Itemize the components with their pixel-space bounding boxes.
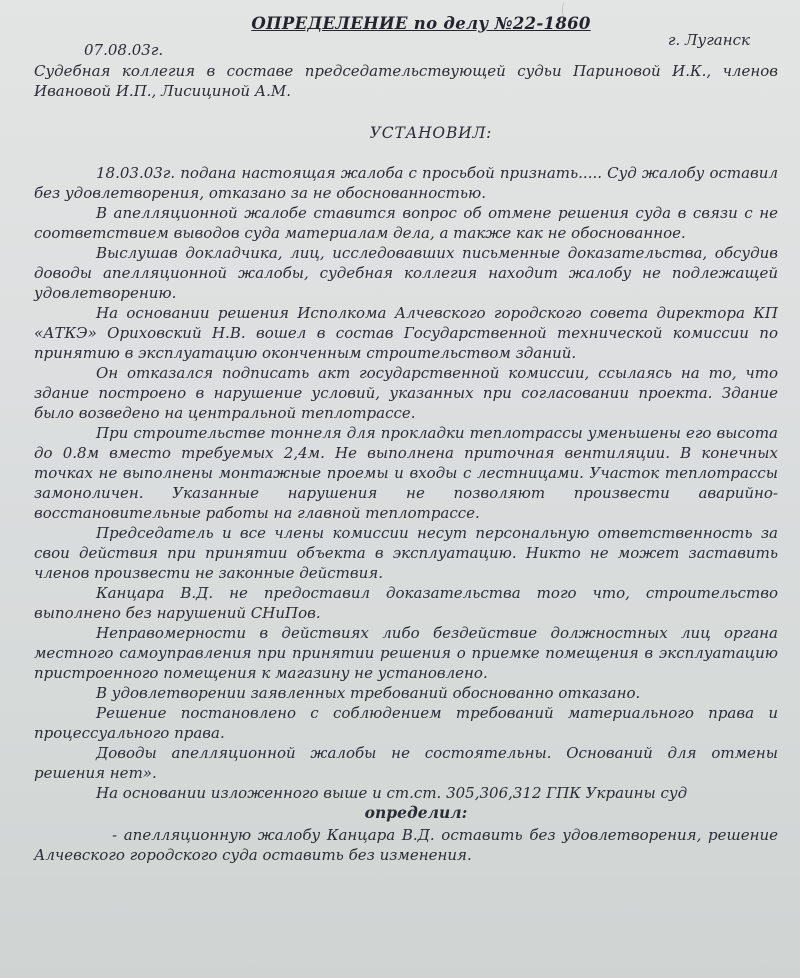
document-date: 07.08.03г.	[84, 41, 164, 59]
paragraph-10: В удовлетворении заявленных требований обоснованно отказано.	[96, 684, 641, 702]
document-body	[34, 61, 778, 865]
paragraph-1: 18.03.03г. подана настоящая жалоба с просьбой признать..... Суд жалобу оставил без удовлетворения, отказано за не обоснованностью.	[34, 164, 778, 202]
paragraph-11: Решение постановлено с соблюдением требований материального права и процессуального права.	[34, 704, 778, 742]
paragraph-13: На основании изложенного выше и ст.ст. 305,306,312 ГПК Украины суд	[96, 784, 688, 802]
section-heading: УСТАНОВИЛ:	[369, 124, 493, 142]
decision-label: определил:	[364, 803, 468, 822]
decision-paragraph: - апелляционную жалобу Канцара В.Д. оставить без удовлетворения, решение Алчевского городского суда оставить без изменения.	[34, 826, 778, 864]
pen-mark	[562, 2, 571, 18]
document-title: ОПРЕДЕЛЕНИЕ по делу №22-1860	[251, 14, 591, 33]
paragraph-2: В апелляционной жалобе ставится вопрос об отмене решения суда в связи с не соответствием выводов суда материалам дела, а также как не обоснованное.	[34, 204, 778, 242]
paragraph-5: Он отказался подписать акт государственной комиссии, ссылаясь на то, что здание построено в нарушение условий, указанных при согласовании проекта. Здание было возведено на центральной теплотрассе.	[34, 364, 778, 422]
paragraph-3: Выслушав докладчика, лиц, исследовавших письменные доказательства, обсудив доводы апелляционной жалобы, судебная коллегия находит жалобу не подлежащей удовлетворению.	[34, 244, 778, 302]
document-city: г. Луганск	[667, 31, 750, 49]
meta-row	[34, 31, 778, 61]
paragraph-12: Доводы апелляционной жалобы не состоятельны. Оснований для отмены решения нет».	[34, 744, 778, 782]
paragraph-9: Неправомерности в действиях либо бездействие должностных лиц органа местного самоуправления при принятии решения о приемке помещения в эксплуатацию пристроенного помещения к магазину не установлено.	[34, 624, 778, 682]
paragraph-7: Председатель и все члены комиссии несут персональную ответственность за свои действия при принятии объекта в эксплуатацию. Никто не может заставить членов произвести не законные действия.	[34, 524, 778, 582]
paragraph-8: Канцара В.Д. не предоставил доказательства того что, строительство выполнено без нарушений СНиПов.	[34, 584, 778, 622]
paragraph-6: При строительстве тоннеля для прокладки теплотрассы уменьшены его высота до 0.8м вместо требуемых 2,4м. Не выполнена приточная вентиляции. В конечных точках не выполнены монтажные проемы и входы с лестницами. Участок теплотрассы замоноличен. Указанные нарушения не позволяют произвести аварийно-восстановительные работы на главной теплотрассе.	[34, 424, 778, 522]
paragraph-4: На основании решения Исполкома Алчевского городского совета директора КП «АТКЭ» Ориховский Н.В. вошел в состав Государственной технической комиссии по принятию в эксплуатацию оконченным строительством зданий.	[34, 304, 778, 362]
intro-paragraph: Судебная коллегия в составе председательствующей судьи Париновой И.К., членов Ивановой И.П., Лисициной А.М.	[34, 62, 778, 100]
